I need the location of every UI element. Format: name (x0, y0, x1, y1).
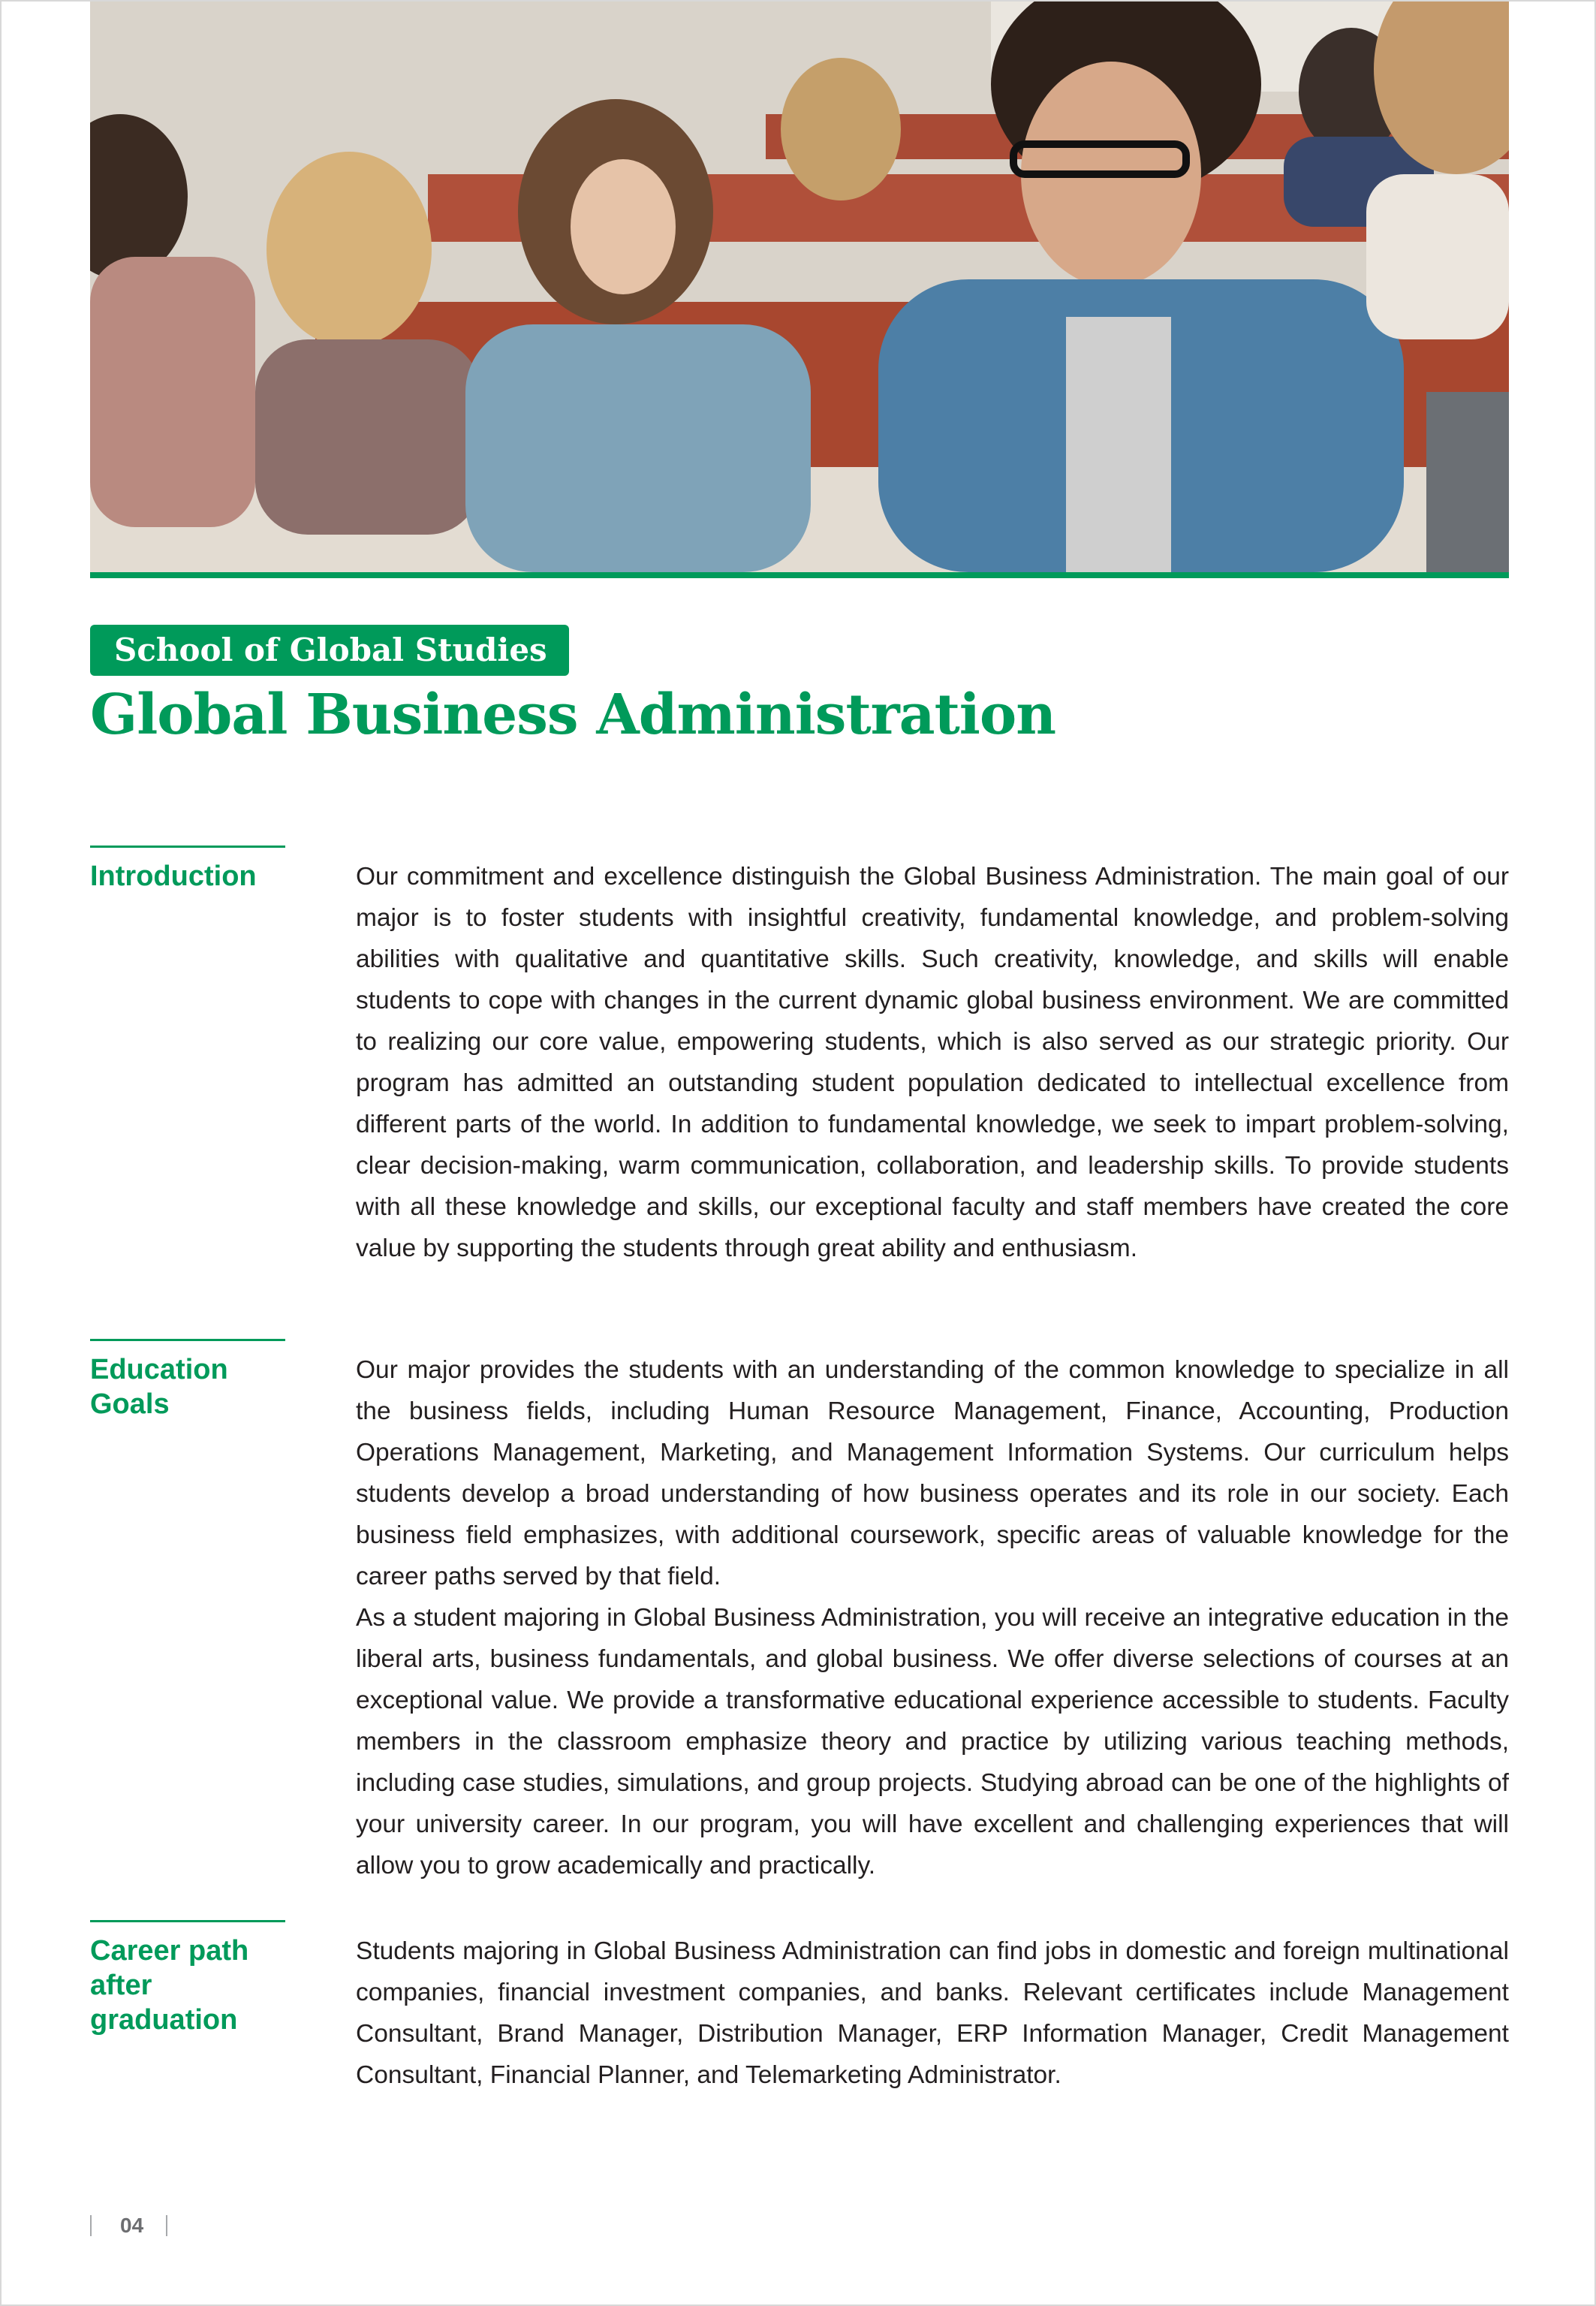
section-body (356, 856, 1509, 1269)
section-label: Introduction (90, 861, 257, 892)
school-tag: School of Global Studies (90, 625, 569, 676)
section-rule (90, 1920, 285, 1922)
section-rule (90, 846, 285, 848)
section-label: Career path after graduation (90, 1935, 249, 2036)
footer-divider (166, 2215, 167, 2236)
page-title: Global Business Administration (90, 683, 1056, 747)
paragraph: As a student majoring in Global Business Administration, you will receive an integrative education in the liberal arts, business fundamentals, and global business. We offer diverse selections of courses at an exceptional value. We provide a transformative educational experience accessible to students. Faculty members in the classroom emphasize theory and practice by utilizing various teaching methods, including case studies, simulations, and group projects. Studying abroad can be one of the highlights of your university career. In our program, you will have excellent and challenging experiences that will allow you to grow academically and practically. (356, 1604, 1509, 1879)
hero-divider (90, 572, 1509, 578)
lecture-hall-illustration (90, 2, 1509, 572)
paragraph: Our major provides the students with an understanding of the common knowledge to specialize in all the business fields, including Human Resource Management, Finance, Accounting, Production Operations Management, Marketing, and Management Information Systems. Our curriculum helps students develop a broad understanding of how business operates and its role in our society. Each business field emphasizes, with additional coursework, specific areas of valuable knowledge for the career paths served by that field. (356, 1356, 1509, 1590)
section-body (356, 1349, 1509, 1886)
page-footer (90, 2211, 167, 2241)
section-body (356, 1931, 1509, 2096)
page-number: 04 (120, 2214, 144, 2237)
section-rule (90, 1339, 285, 1341)
paragraph: Students majoring in Global Business Administration can find jobs in domestic and foreign multinational companies, financial investment companies, and banks. Relevant certificates include Management Consultant, Brand Manager, Distribution Manager, ERP Information Manager, Credit Management Consultant, Financial Planner, and Telemarketing Administrator. (356, 1937, 1509, 2089)
paragraph: Our commitment and excellence distinguish the Global Business Administration. The main goal of our major is to foster students with insightful creativity, fundamental knowledge, and problem-solving abilities with qualitative and quantitative skills. Such creativity, knowledge, and skills will enable students to cope with changes in the current dynamic global business environment. We are committed to realizing our core value, empowering students, which is also served as our strategic priority. Our program has admitted an outstanding student population dedicated to intellectual excellence from different parts of the world. In addition to fundamental knowledge, we seek to impart problem-solving, clear decision-making, warm communication, collaboration, and leadership skills. To provide students with all these knowledge and skills, our exceptional faculty and staff members have created the core value by supporting the students through great ability and enthusiasm. (356, 863, 1509, 1262)
hero-photo (90, 2, 1509, 572)
section-label: Education Goals (90, 1354, 228, 1420)
